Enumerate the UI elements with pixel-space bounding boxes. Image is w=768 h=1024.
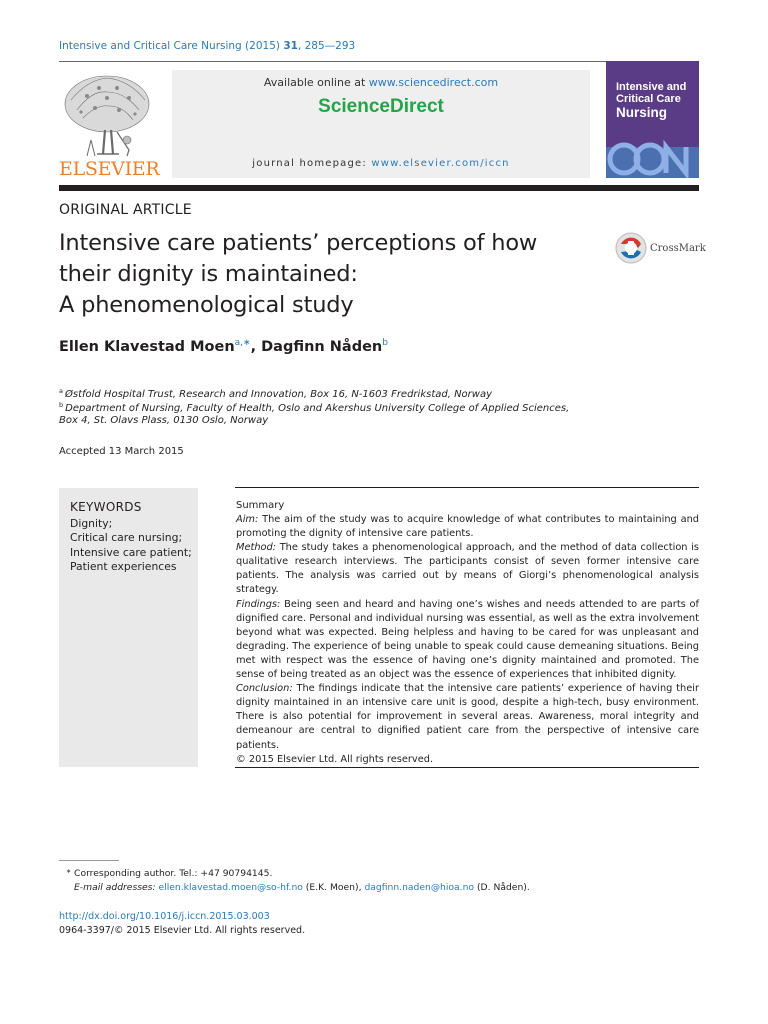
cover-title-line1: Intensive and xyxy=(616,81,687,93)
abstract-copyright: © 2015 Elsevier Ltd. All rights reserved. xyxy=(236,753,434,765)
keywords-heading: KEYWORDS xyxy=(70,500,142,514)
header-thick-rule xyxy=(59,185,699,191)
author-separator: , xyxy=(250,339,262,355)
homepage-prefix: journal homepage: xyxy=(252,158,372,169)
abstract-heading: Summary xyxy=(236,500,285,511)
sciencedirect-url-link[interactable]: www.sciencedirect.com xyxy=(368,76,499,89)
abstract-method-label: Method: xyxy=(236,542,277,554)
issn-copyright: 0964-3397/© 2015 Elsevier Ltd. All rights reserved. xyxy=(59,925,306,936)
journal-citation-pages: , 285—293 xyxy=(297,40,356,52)
email-moen-link[interactable]: ellen.klavestad.moen@so-hf.no xyxy=(158,882,303,893)
email-naden-name: (D. Nåden). xyxy=(474,882,530,893)
header-rule xyxy=(59,61,699,62)
abstract-top-rule xyxy=(235,487,699,488)
author-naden[interactable]: Dagfinn Nåden xyxy=(261,339,383,355)
author-moen-affil-mark[interactable]: a,∗ xyxy=(234,338,251,348)
abstract-conclusion-label: Conclusion: xyxy=(236,683,293,695)
cover-art-graphic xyxy=(606,133,699,178)
cover-title-line2: Critical Care xyxy=(616,93,681,105)
affiliation-a-mark: a xyxy=(59,387,63,395)
email-addresses-note xyxy=(74,882,530,893)
affiliation-a-text: Østfold Hospital Trust, Research and Innovation, Box 16, N-1603 Fredrikstad, Norway xyxy=(64,389,493,400)
article-type-label: ORIGINAL ARTICLE xyxy=(59,202,192,218)
accepted-date: Accepted 13 March 2015 xyxy=(59,446,184,457)
doi-link[interactable]: http://dx.doi.org/10.1016/j.iccn.2015.03.003 xyxy=(59,911,270,922)
cover-title xyxy=(616,81,696,120)
article-title xyxy=(59,228,604,321)
abstract-conclusion-text: The findings indicate that the intensive care patients’ experience of having their dignity maintained in an intensive care unit is good, despite a high-tech, busy environment. There is also potential for improvement in several areas. Awareness, moral integrity and demeanour are central to dignified patient care from the perspective of intensive care patients. xyxy=(236,683,699,751)
affiliation-b xyxy=(59,401,569,414)
article-title-line3: A phenomenological study xyxy=(59,292,354,318)
abstract-findings-label: Findings: xyxy=(236,598,281,610)
abstract-body xyxy=(236,513,699,767)
abstract-aim-text: The aim of the study was to acquire knowledge of what contributes to maintaining and promoting the dignity of intensive care patients. xyxy=(236,514,699,540)
corresponding-author-mark: ∗ xyxy=(66,868,72,875)
article-title-line2: their dignity is maintained: xyxy=(59,261,358,287)
email-naden-link[interactable]: dagfinn.naden@hioa.no xyxy=(364,882,475,893)
email-moen-name: (E.K. Moen), xyxy=(302,882,365,893)
affiliation-a xyxy=(59,387,492,400)
keywords-list xyxy=(70,517,195,574)
keywords-box xyxy=(59,488,198,767)
abstract-bottom-rule xyxy=(235,767,699,768)
available-online xyxy=(172,76,590,89)
available-prefix: Available online at xyxy=(263,76,369,89)
affiliation-b-mark: b xyxy=(59,401,64,409)
footnote-rule xyxy=(59,860,119,861)
article-title-line1: Intensive care patients’ perceptions of how xyxy=(59,230,538,256)
affiliation-b-text-line1: Department of Nursing, Faculty of Health, Oslo and Akershus University College of Applied Sciences, xyxy=(65,403,570,414)
abstract-findings xyxy=(236,598,699,683)
journal-homepage xyxy=(172,158,590,169)
journal-citation[interactable] xyxy=(59,40,355,52)
abstract-method-text: The study takes a phenomenological approach, and the method of data collection is qualitative research interviews. The participants consist of seven former intensive care patients. The analysis was carried out by means of Giorgi’s phenomenological analysis strategy. xyxy=(236,542,699,596)
author-naden-affil-mark[interactable]: b xyxy=(382,338,388,348)
crossmark-label[interactable]: CrossMark xyxy=(650,243,706,254)
abstract-conclusion xyxy=(236,682,699,752)
journal-cover-image[interactable] xyxy=(606,61,699,178)
author-list xyxy=(59,338,388,355)
journal-homepage-link[interactable]: www.elsevier.com/iccn xyxy=(371,158,510,169)
abstract-aim-label: Aim: xyxy=(236,514,259,525)
keyword-item: Patient experiences xyxy=(70,559,177,573)
abstract-method xyxy=(236,541,699,597)
author-moen[interactable]: Ellen Klavestad Moen xyxy=(59,339,235,355)
journal-citation-prefix: Intensive and Critical Care Nursing (2015) xyxy=(59,40,284,52)
sciencedirect-logo[interactable]: ScienceDirect xyxy=(318,96,444,117)
journal-citation-volume: 31 xyxy=(283,40,298,52)
corresponding-author-text: Corresponding author. Tel.: +47 90794145. xyxy=(74,868,273,879)
abstract-findings-text: Being seen and heard and having one’s wishes and needs attended to are parts of dignified care. Personal and individual nursing was essential, as well as the extra involvement beyond what was expected. Being helpless and having to be cared for was unpleasant and degrading. The experience of being unable to speak could cause demeaning situations. Being met with respect was the essence of having one’s dignity maintained and promoted. The sense of being treated as an object was the essence of experiences that inhibited dignity. xyxy=(236,598,699,681)
corresponding-author-note xyxy=(66,868,272,879)
keyword-item: Critical care nursing; xyxy=(70,531,183,545)
keyword-item: Intensive care patient; xyxy=(70,545,192,559)
affiliation-b-line2: Box 4, St. Olavs Plass, 0130 Oslo, Norway xyxy=(59,415,269,426)
email-addresses-label: E-mail addresses: xyxy=(74,882,156,893)
elsevier-wordmark[interactable]: ELSEVIER xyxy=(59,158,160,180)
keyword-item: Dignity; xyxy=(70,517,113,530)
abstract-aim xyxy=(236,513,699,541)
cover-title-line3: Nursing xyxy=(616,105,668,120)
sciencedirect-banner xyxy=(172,70,590,178)
